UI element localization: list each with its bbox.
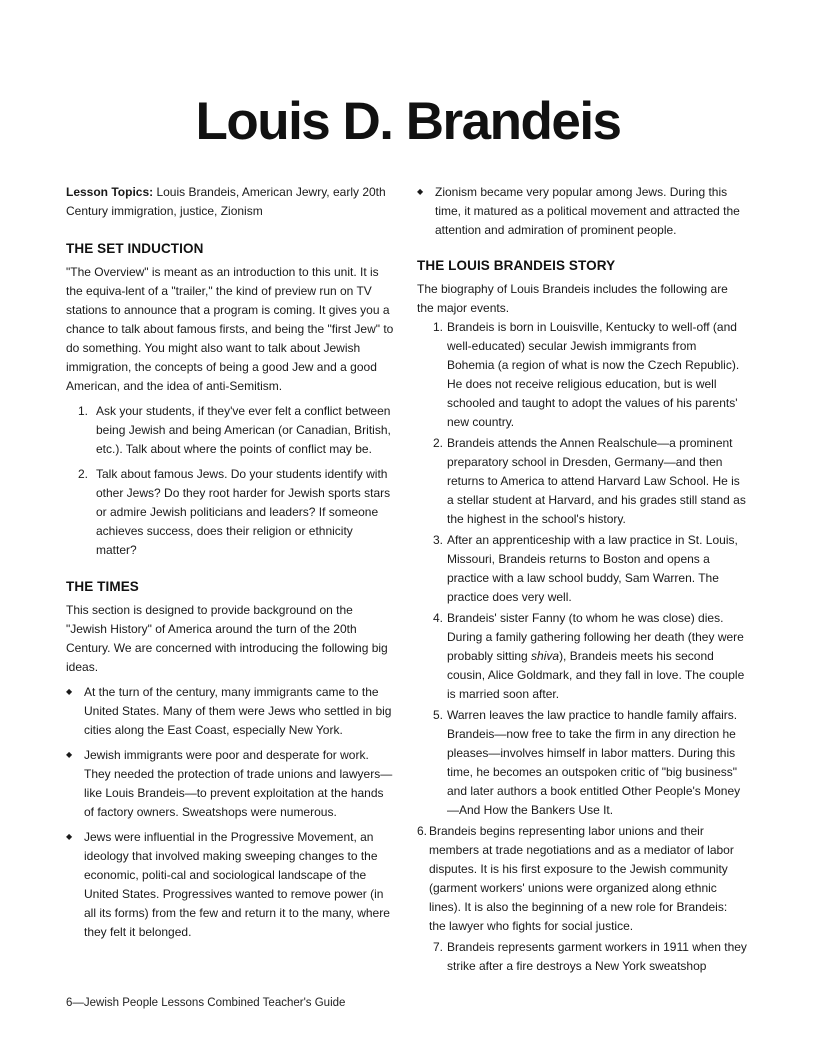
bullet-text: Jewish immigrants were poor and desperate for work. They needed the protection of trade unions and lawyers—like Louis Brandeis—to prevent exploitation at the hands of factory owners. Sweatshops were numerous. xyxy=(84,748,393,819)
story-intro: The biography of Louis Brandeis includes the following are the major events. xyxy=(417,282,728,315)
list-item xyxy=(417,318,747,432)
diamond-bullet-icon: ◆ xyxy=(417,187,424,196)
list-item-text-part: ), Brandeis meets his second cousin, Alice Goldmark, and they fall in love. The couple is married soon after. xyxy=(447,649,745,701)
list-item-text: Brandeis is born in Louisville, Kentucky to well-off (and well-educated) secular Jewish immigrants from Bohemia (a region of what is now the Czech Republic). He does not receive religious education, but is well schooled and taught to adopt the values of his parents' new country. xyxy=(447,320,740,429)
list-item xyxy=(417,531,747,607)
page-title: Louis D. Brandeis xyxy=(195,92,621,151)
list-number: 2. xyxy=(433,436,444,450)
list-number: 6. xyxy=(417,824,428,838)
lesson-topics-text: Louis Brandeis, American Jewry, early 20th Century immigration, justice, Zionism xyxy=(66,185,386,218)
list-item-text xyxy=(447,611,744,701)
bullet-item xyxy=(417,183,747,240)
list-item-text: After an apprenticeship with a law practice in St. Louis, Missouri, Brandeis returns to Boston and opens a practice with a law school buddy, Sam Warren. The practice does very well. xyxy=(447,533,738,604)
bullet-text: At the turn of the century, many immigrants came to the United States. Many of them were Jews who settled in big cities along the East Coast, especially New York. xyxy=(84,685,392,737)
list-item-text: Brandeis begins representing labor unions and their members at trade negotiations and as a mediator of labor disputes. It is his first exposure to the Jewish community (garment workers' unions were organized along ethnic lines). It is also the beginning of a new role for Brandeis: the lawyer who fights for social justice. xyxy=(429,824,734,933)
set-induction-paragraph: "The Overview" is meant as an introduction to this unit. It is the equiva-lent of a "trailer," the kind of preview run on TV stations to announce that a program is coming. It gives you a chance to talk about famous firsts, and being the "first Jew" to do something. You might also want to talk about Jewish immigration, the concepts of being a good Jew and a good American, and the idea of anti-Semitism. xyxy=(66,265,394,393)
shiva-italic: shiva xyxy=(531,649,560,663)
diamond-bullet-icon: ◆ xyxy=(66,687,73,696)
list-item-text: Brandeis attends the Annen Realschule—a prominent preparatory school in Dresden, Germany—and then returns to America to attend Harvard Law School. He is a stellar student at Harvard, and his grades still stand as the highest in the school's history. xyxy=(447,436,746,526)
list-item xyxy=(66,402,396,459)
list-item xyxy=(417,434,747,529)
list-number: 1. xyxy=(433,320,444,334)
diamond-bullet-icon: ◆ xyxy=(66,832,73,841)
set-induction-list xyxy=(66,402,396,560)
list-item-text: Brandeis represents garment workers in 1911 when they strike after a fire destroys a New York sweatshop xyxy=(447,940,747,973)
page-footer: 6—Jewish People Lessons Combined Teacher's Guide xyxy=(66,997,346,1009)
list-number: 4. xyxy=(433,611,444,625)
list-item-text-part: Brandeis' sister Fanny (to whom he was close) dies. During a family gathering following her death (they were probably sitting xyxy=(447,611,744,663)
lesson-topics xyxy=(66,183,396,221)
times-heading: THE TIMES xyxy=(66,579,139,594)
times-bullet-list xyxy=(66,683,396,942)
list-item-text: Warren leaves the law practice to handle family affairs. Brandeis—now free to take the firm in any direction he pleases—involves himself in labor matters. During this time, he becomes an outspoken critic of "big business" and later authors a book entitled Other People's Money—And How the Bankers Use It. xyxy=(447,708,741,817)
list-number: 7. xyxy=(433,940,444,954)
list-number: 3. xyxy=(433,533,444,547)
list-number: 5. xyxy=(433,708,444,722)
list-item xyxy=(417,938,747,976)
lesson-topics-label: Lesson Topics: xyxy=(66,185,154,199)
list-item-text: Ask your students, if they've ever felt a conflict between being Jewish and being American (or Canadian, British, etc.). Talk about where the points of conflict may be. xyxy=(96,404,391,456)
diamond-bullet-icon: ◆ xyxy=(66,750,73,759)
list-item-text: Talk about famous Jews. Do your students identify with other Jews? Do they root harder for Jewish sports stars or admire Jewish politicians and leaders? If someone achieves success, does their religion or ethnicity matter? xyxy=(96,467,391,557)
left-column xyxy=(66,183,396,942)
list-item xyxy=(417,706,747,820)
bullet-text: Zionism became very popular among Jews. During this time, it matured as a political movement and attracted the attention and admiration of prominent people. xyxy=(435,185,740,237)
list-item xyxy=(417,609,747,704)
right-column xyxy=(417,183,747,976)
list-item xyxy=(66,465,396,560)
list-item xyxy=(417,822,747,936)
bullet-item xyxy=(66,746,396,822)
list-number: 1. xyxy=(78,404,89,418)
bullet-text: Jews were influential in the Progressive Movement, an ideology that involved making sweeping changes to the economic, politi-cal and sociological landscape of the United States. Progressives wanted to remove power (in all its forms) from the few and return it to the many, where they felt it belonged. xyxy=(84,830,390,939)
bullet-item xyxy=(66,683,396,740)
times-paragraph: This section is designed to provide background on the "Jewish History" of America around the turn of the 20th Century. We are concerned with introducing the following big ideas. xyxy=(66,603,388,674)
times-bullet-list-continued xyxy=(417,183,747,240)
list-number: 2. xyxy=(78,467,89,481)
bullet-item xyxy=(66,828,396,942)
set-induction-heading: THE SET INDUCTION xyxy=(66,241,204,256)
story-heading: THE LOUIS BRANDEIS STORY xyxy=(417,258,616,273)
story-list xyxy=(417,318,747,976)
